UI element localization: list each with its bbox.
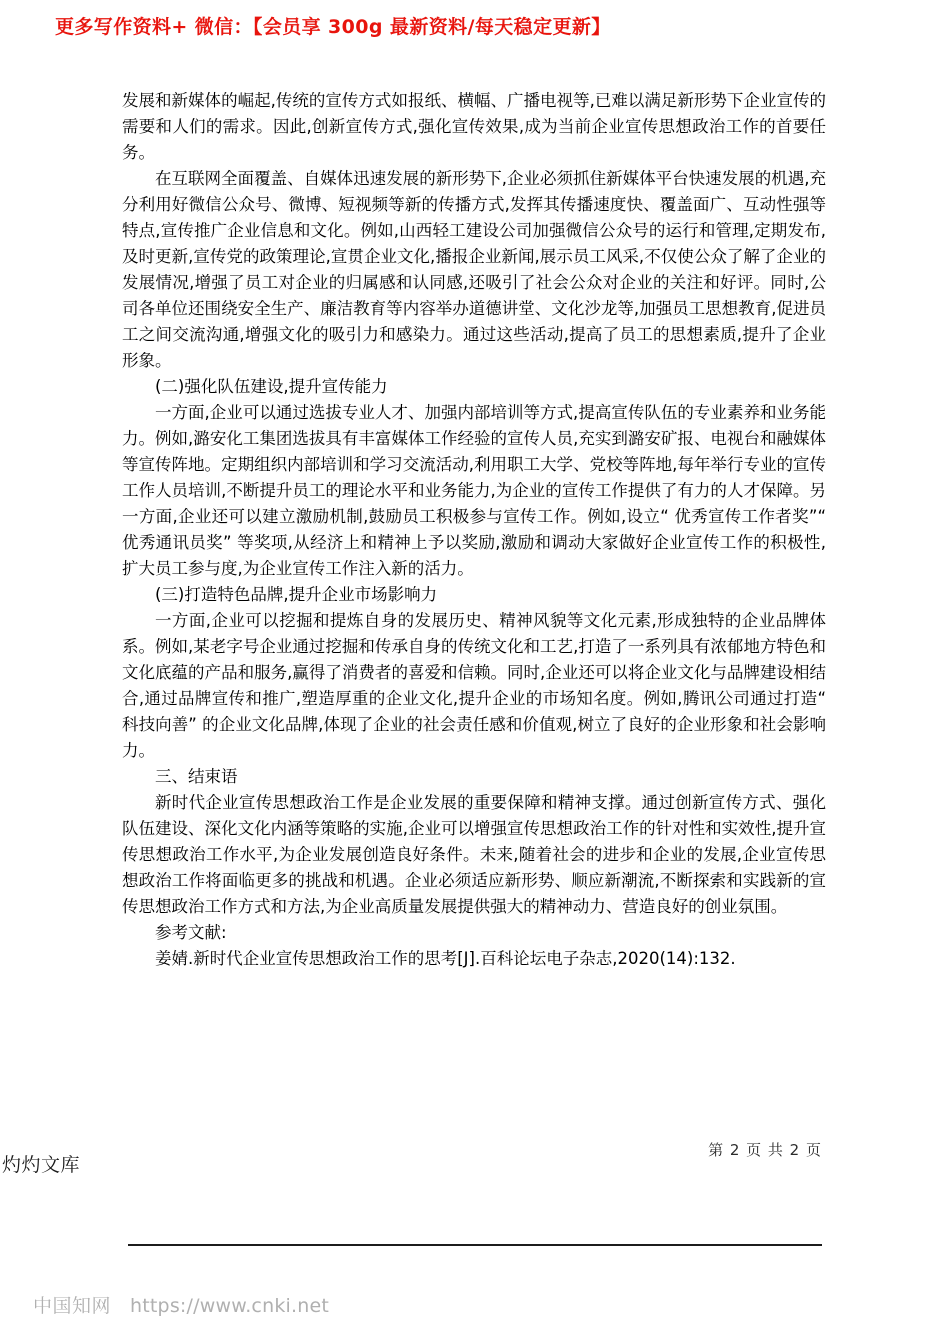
paragraph-conclusion: 新时代企业宣传思想政治工作是企业发展的重要保障和精神支撑。通过创新宣传方式、强化队伍建设、深化文化内涵等策略的实施,企业可以增强宣传思想政治工作的针对性和实效性,提升宣传思想政治工作水平,为企业发展创造良好条件。未来,随着社会的进步和企业的发展,企业宣传思想政治工作将面临更多的挑战和机遇。企业必须适应新形势、顺应新潮流,不断探索和实践新的宣传思想政治工作方式和方法,为企业高质量发展提供强大的精神动力、营造良好的创业氛围。 (122, 793, 826, 916)
watermark-text: 灼灼文库 (2, 1154, 81, 1176)
paragraph-new-media: 在互联网全面覆盖、自媒体迅速发展的新形势下,企业必须抓住新媒体平台快速发展的机遇,充分利用好微信公众号、微博、短视频等新的传播方式,发挥其传播速度快、覆盖面广、互动性强等特点,宣传推广企业信息和文化。例如,山西轻工建设公司加强微信公众号的运行和管理,定期发布,及时更新,宣传党的政策理论,宣贯企业文化,播报企业新闻,展示员工风采,不仅使公众了解了企业的发展情况,增强了员工对企业的归属感和认同感,还吸引了社会公众对企业的关注和好评。同时,公司各单位还围绕安全生产、廉洁教育等内容举办道德讲堂、文化沙龙等,加强员工思想教育,促进员工之间交流沟通,增强文化的吸引力和感染力。通过这些活动,提高了员工的思想素质,提升了企业形象。 (122, 169, 826, 370)
cnki-brand-name: 中国知网 (33, 1295, 112, 1317)
section-heading-two: (二)强化队伍建设,提升宣传能力 (155, 377, 388, 396)
section-heading-three: (三)打造特色品牌,提升企业市场影响力 (155, 585, 438, 604)
section-heading-conclusion: 三、结束语 (155, 767, 238, 786)
document-body (122, 88, 826, 972)
cnki-url-text[interactable]: https://www.cnki.net (130, 1295, 330, 1317)
paragraph-brand-building: 一方面,企业可以挖掘和提炼自身的发展历史、精神风貌等文化元素,形成独特的企业品牌体系。例如,某老字号企业通过挖掘和传承自身的传统文化和工艺,打造了一系列具有浓郁地方特色和文化底蕴的产品和服务,赢得了消费者的喜爱和信赖。同时,企业还可以将企业文化与品牌建设相结合,通过品牌宣传和推广,塑造厚重的企业文化,提升企业的市场知名度。例如,腾讯公司通过打造“ 科技向善” 的企业文化品牌,体现了企业的社会责任感和价值观,树立了良好的企业形象和社会影响力。 (122, 611, 826, 760)
paragraph-continuation: 发展和新媒体的崛起,传统的宣传方式如报纸、横幅、广播电视等,已难以满足新形势下企业宣传的需要和人们的需求。因此,创新宣传方式,强化宣传效果,成为当前企业宣传思想政治工作的首要任务。 (122, 91, 826, 162)
page-number: 第 2 页 共 2 页 (708, 1141, 822, 1159)
cnki-footer (33, 1291, 329, 1318)
paragraph-team-building: 一方面,企业可以通过选拔专业人才、加强内部培训等方式,提高宣传队伍的专业素养和业务能力。例如,潞安化工集团选拔具有丰富媒体工作经验的宣传人员,充实到潞安矿报、电视台和融媒体等宣传阵地。定期组织内部培训和学习交流活动,利用职工大学、党校等阵地,每年举行专业的宣传工作人员培训,不断提升员工的理论水平和业务能力,为企业的宣传工作提供了有力的人才保障。另一方面,企业还可以建立激励机制,鼓励员工积极参与宣传工作。例如,设立“ 优秀宣传工作者奖”“ 优秀通讯员奖” 等奖项,从经济上和精神上予以奖励,激励和调动大家做好企业宣传工作的积极性,扩大员工参与度,为企业宣传工作注入新的活力。 (122, 403, 826, 578)
footer-divider (128, 1244, 822, 1246)
promo-banner-text: 更多写作资料+ 微信：【会员享 300g 最新资料/每天稳定更新】 (55, 16, 611, 38)
reference-entry: 姜婧.新时代企业宣传思想政治工作的思考[J].百科论坛电子杂志,2020(14):132. (155, 949, 736, 968)
references-label: 参考文献: (155, 923, 227, 942)
